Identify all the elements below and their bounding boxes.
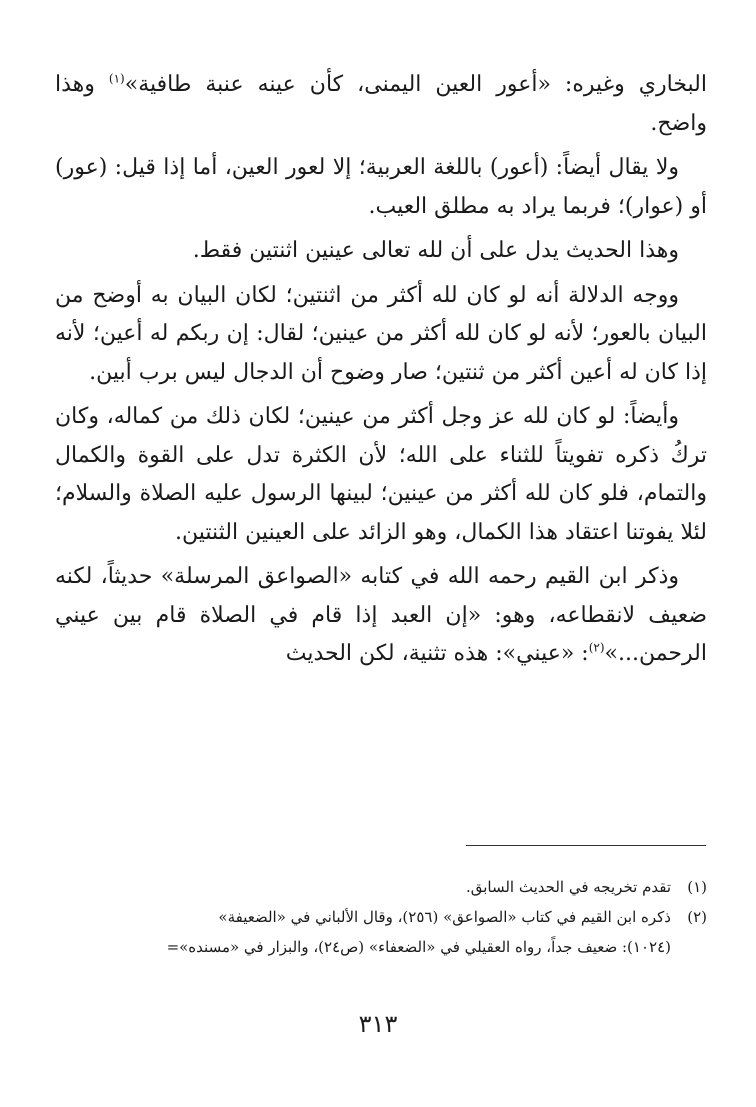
paragraph-4: ووجه الدلالة أنه لو كان لله أكثر من اثنتين؛ لكان البيان به أوضح من البيان بالعور؛ لأنه لو كان لله أكثر من عينين؛ لقال: إن ربكم له أعين؛ لأنه إذا كان له أعين أكثر من ثنتين؛ صار وضوح أن الدجال ليس برب أبين. (55, 282, 707, 385)
page-body (55, 66, 707, 674)
footnote-text: تقدم تخريجه في الحديث السابق. (465, 878, 671, 896)
paragraph-1 (55, 66, 707, 143)
page-number: ٣١٣ (358, 1010, 398, 1038)
footnote-1 (55, 872, 707, 902)
paragraph-6 (55, 558, 707, 674)
footnote-2-continuation: (١٠٢٤): ضعيف جداً، رواه العقيلي في «الضعفاء» (ص٢٤)، والبزار في «مسنده»= (166, 938, 671, 956)
paragraph-3: وهذا الحديث يدل على أن لله تعالى عينين اثنتين فقط. (192, 238, 679, 263)
footnote-number: (١) (687, 878, 707, 896)
footnote-ref-2[interactable]: (٢) (588, 640, 605, 655)
paragraph-text: وذكر ابن القيم رحمه الله في كتابه «الصواعق المرسلة» حديثاً، لكنه ضعيف لانقطاعه، وهو: «إن العبد إذا قام في الصلاة قام بين عيني الرحمن...» (55, 564, 707, 666)
footnote-2 (55, 902, 707, 932)
paragraph-text-after: : «عيني»: هذه تثنية، لكن الحديث (285, 641, 589, 666)
paragraph-2: ولا يقال أيضاً: (أعور) باللغة العربية؛ إلا لعور العين، أما إذا قيل: (عور) أو (عوار)؛ فربما يراد به مطلق العيب. (55, 155, 707, 219)
footnote-number: (٢) (687, 908, 707, 926)
paragraph-5: وأيضاً: لو كان لله عز وجل أكثر من عينين؛ لكان ذلك من كماله، وكان تركُ ذكره تفويتاً للثناء على الله؛ لأن الكثرة تدل على القوة والكمال والتمام، فلو كان لله أكثر من عينين؛ لبينها الرسول عليه الصلاة والسلام؛ لئلا يفوتنا اعتقاد هذا الكمال، وهو الزائد على العينين الثنتين. (55, 404, 707, 545)
paragraph-text-after: وهذا واضح. (55, 72, 707, 136)
paragraph-text: البخاري وغيره: «أعور العين اليمنى، كأن عينه عنبة طافية» (124, 72, 707, 97)
footnotes (55, 872, 707, 962)
footnote-text: ذكره ابن القيم في كتاب «الصواعق» (٢٥٦)، وقال الألباني في «الضعيفة» (218, 908, 671, 926)
footnote-ref-1[interactable]: (١) (108, 71, 125, 86)
footnote-divider (466, 845, 706, 846)
